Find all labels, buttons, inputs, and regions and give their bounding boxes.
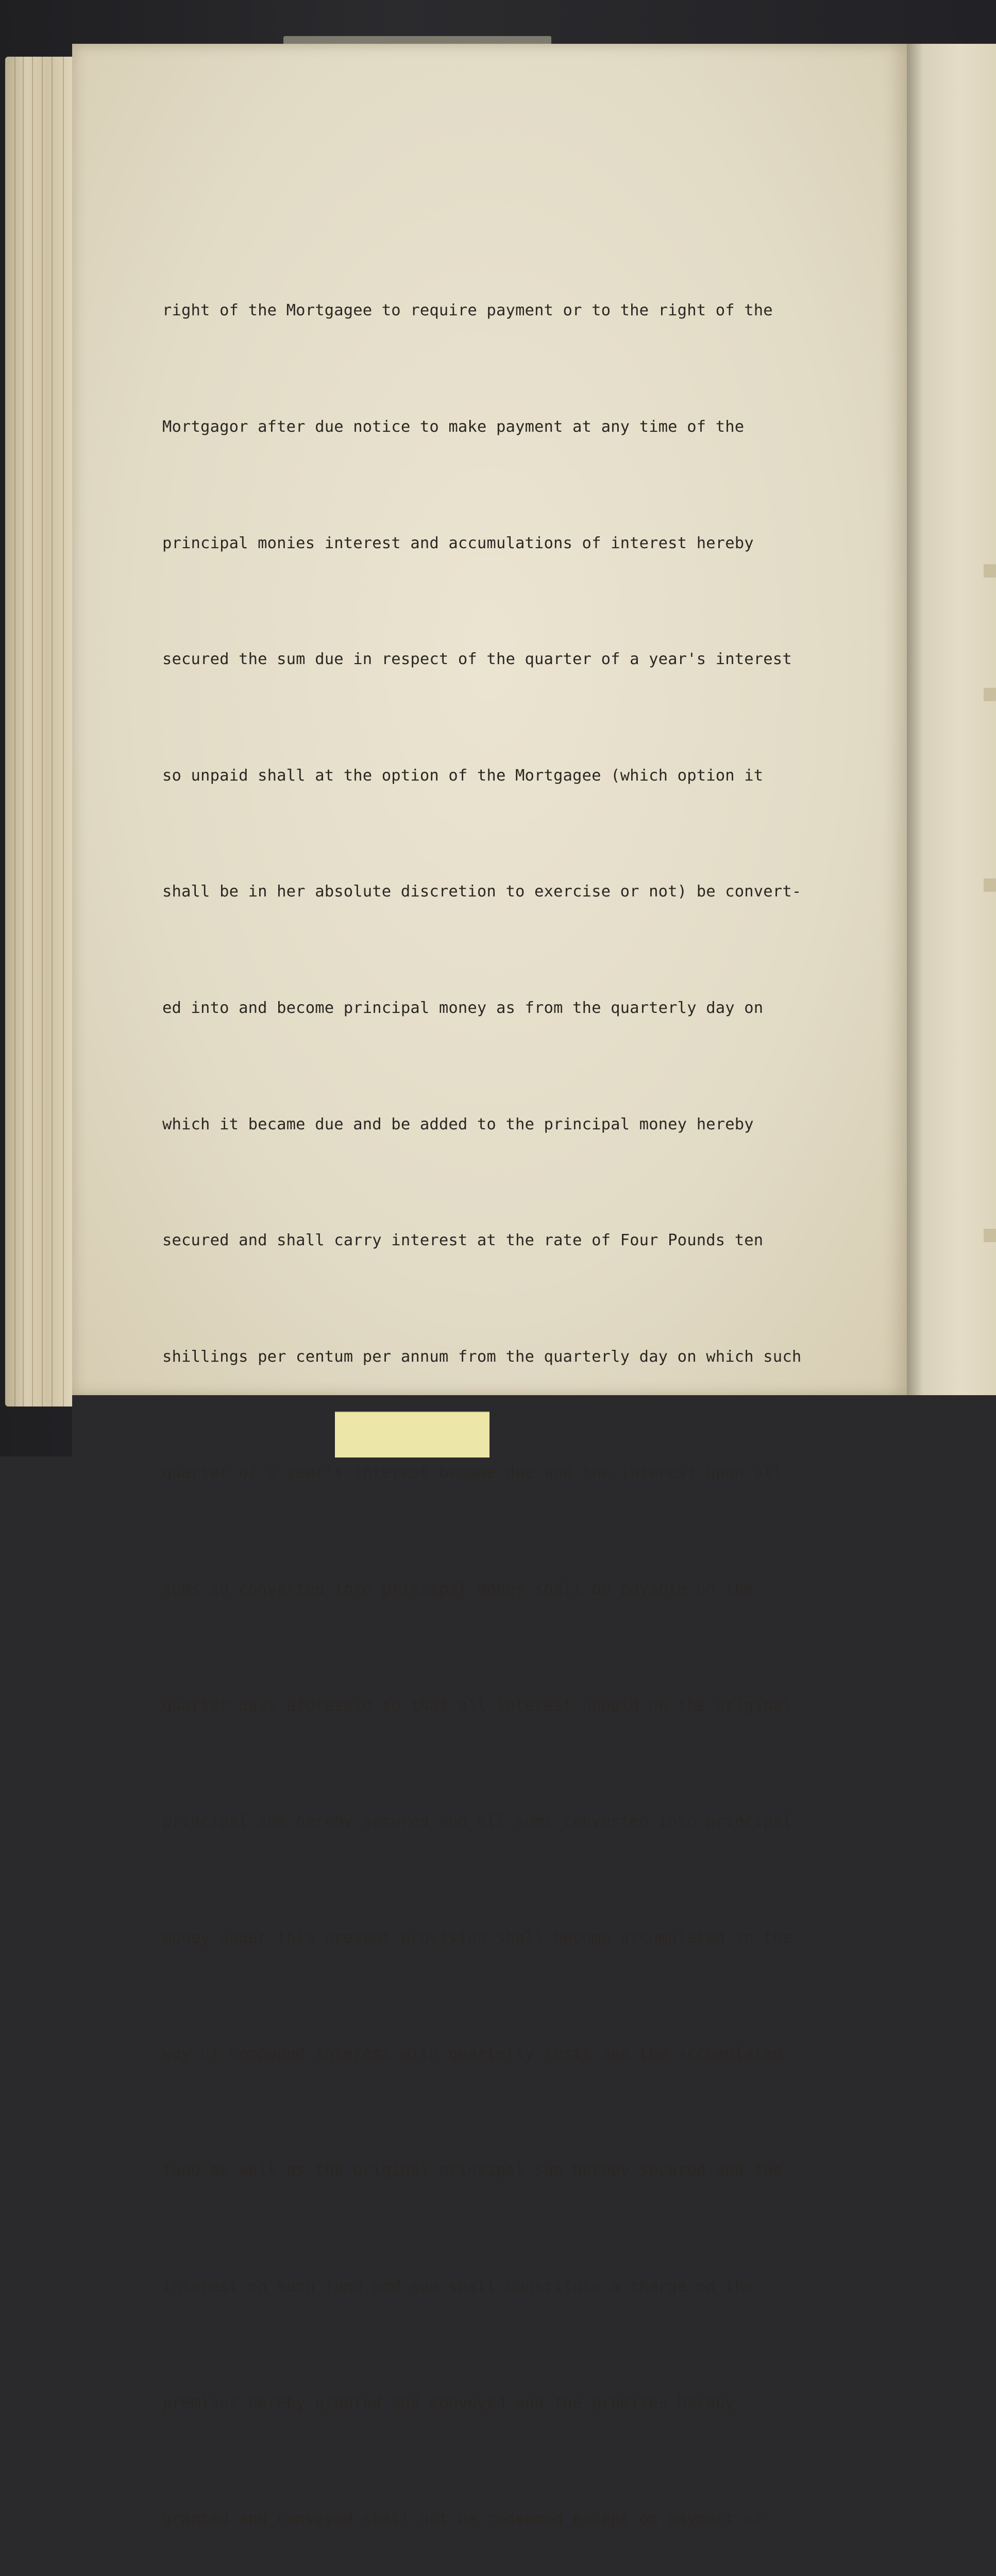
text-line: money under this present provision shall become accumulated in the [162, 1928, 792, 1947]
text-line: secured the sum due in respect of the quarter of a year's interest [162, 650, 792, 669]
text-line: shillings per centum per annum from the quarterly day on which such [162, 1347, 802, 1366]
paper-slip [335, 1412, 489, 1458]
facing-page [907, 44, 996, 1396]
text-line: sums so converted into principal money shall be payable on the [162, 1580, 754, 1598]
page-stack-edge [5, 57, 77, 1406]
text-line: principal sum hereby secured and all sums converted into principal [162, 1812, 792, 1831]
book-bottom-edge [72, 1395, 996, 1456]
text-line: principal monies interest and accumulations of interest hereby [162, 534, 754, 552]
text-line: quarter of a year's interest became due and the interest upon all [162, 1464, 783, 1482]
text-line: ed into and become principal money as from the quarterly day on [162, 998, 764, 1017]
text-line: which it became due and be added to the principal money hereby [162, 1115, 754, 1133]
text-line: so unpaid shall at the option of the Mortgagee (which option it [162, 766, 764, 785]
text-line: interest on such fund and sum shall constitute a charge on the [162, 2277, 754, 2296]
text-line: way of compound interest with quarterly rests and the accumulated [162, 2045, 783, 2063]
text-line: fund as well as the original principal sum hereby secured and the [162, 2161, 783, 2179]
text-line: shall be in her absolute discretion to exercise or not) be convert- [162, 883, 802, 901]
text-line: granted and conveyed shall not be redeemed except on payment of [162, 2510, 764, 2528]
text-line: Mortgagor after due notice to make payment at any time of the [162, 418, 745, 436]
text-line: premises hereby granted and conveyed and the premises hereby [162, 2394, 735, 2412]
text-line: right of the Mortgagee to require payment or to the right of the [162, 301, 773, 320]
text-line: secured and shall carry interest at the rate of Four Pounds ten [162, 1231, 764, 1250]
text-line: quarter days aforesaid so that all interest unpaid on the original [162, 1696, 792, 1715]
